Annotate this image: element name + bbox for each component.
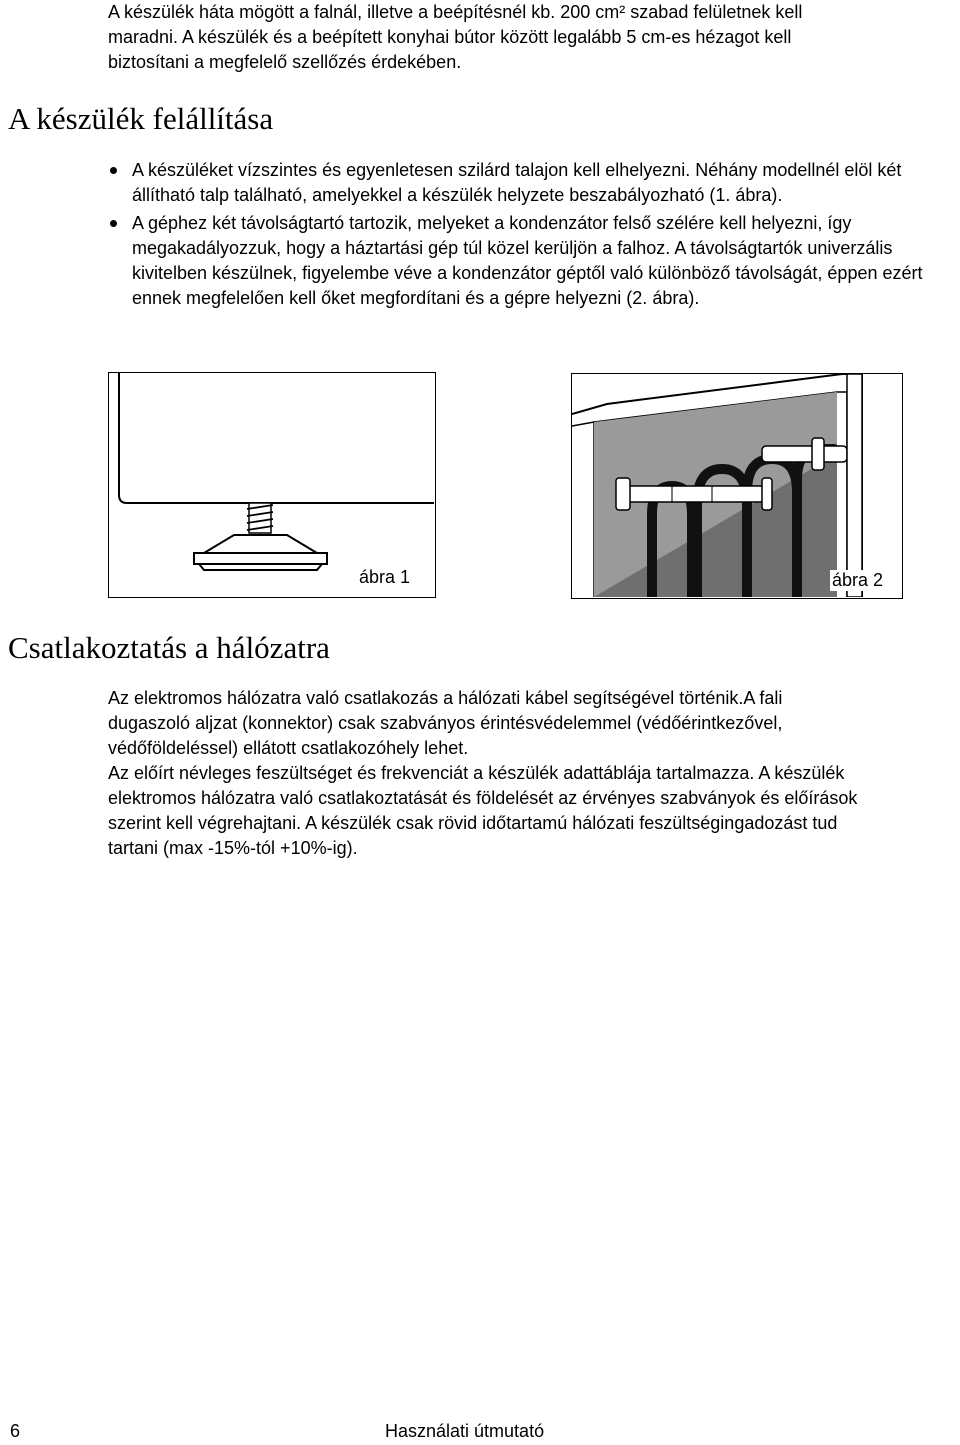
connection-line: szerint kell végrehajtani. A készülék csak rövid időtartamú hálózati feszültségingadozást tud: [108, 813, 838, 833]
page-number: 6: [10, 1421, 21, 1441]
section-heading-connection: Csatlakoztatás a hálózatra: [8, 630, 330, 665]
connection-line: Az előírt névleges feszültséget és frekvenciát a készülék adattáblája tartalmazza. A készülék: [108, 763, 845, 783]
figure-2-caption: ábra 2: [832, 570, 884, 590]
bullet-item: [108, 158, 958, 208]
intro-line: biztosítani a megfelelő szellőzés érdekében.: [108, 52, 462, 72]
connection-line: tartani (max -15%-tól +10%-ig).: [108, 838, 358, 858]
figure-1-caption: ábra 1: [359, 567, 411, 587]
adjustable-foot-illustration: [109, 373, 434, 596]
intro-line: A készülék háta mögött a falnál, illetve a beépítésnél kb. 200 cm² szabad felületnek kell: [108, 2, 803, 22]
intro-line: maradni. A készülék és a beépített konyhai bútor között legalább 5 cm-es hézagot kell: [108, 27, 792, 47]
bullet-dot-icon: [110, 220, 117, 227]
section-heading-setup: A készülék felállítása: [8, 101, 274, 136]
bullet-text: A készüléket vízszintes és egyenletesen szilárd talajon kell elhelyezni. Néhány modellnél elöl két állítható talp található, amelyekkel a készülék helyzete beszabályozható (1. ábra).: [132, 160, 902, 205]
connection-line: dugaszoló aljzat (konnektor) csak szabványos érintésvédelemmel (védőérintkezővel,: [108, 713, 783, 733]
footer-title: Használati útmutató: [385, 1421, 545, 1441]
figure-adjustable-foot: [108, 372, 436, 598]
bullet-dot-icon: [110, 167, 117, 174]
intro-paragraph: [108, 0, 908, 75]
connection-line: védőföldeléssel) ellátott csatlakozóhely lehet.: [108, 738, 469, 758]
connection-paragraph: [108, 686, 948, 861]
bullet-text: A géphez két távolságtartó tartozik, melyeket a kondenzátor felső szélére kell helyezni, így megakadályozzuk, hogy a háztartási gép túl közel kerüljön a falhoz. A távolságtartók univerzális kivitelben készülnek, figyelembe véve a kondenzátor géptől való különböző távolságát, éppen ezért ennek megfelelően kell őket megfordítani és a gépre helyezni (2. ábra).: [132, 213, 923, 308]
bullet-item: [108, 211, 958, 311]
spacers-illustration: [572, 374, 902, 597]
setup-bullet-list: [108, 158, 958, 314]
connection-line: Az elektromos hálózatra való csatlakozás a hálózati kábel segítségével történik.A fali: [108, 688, 783, 708]
connection-line: elektromos hálózatra való csatlakoztatását és földelését az érvényes szabványok és előírások: [108, 788, 858, 808]
figure-spacers: [571, 373, 903, 599]
